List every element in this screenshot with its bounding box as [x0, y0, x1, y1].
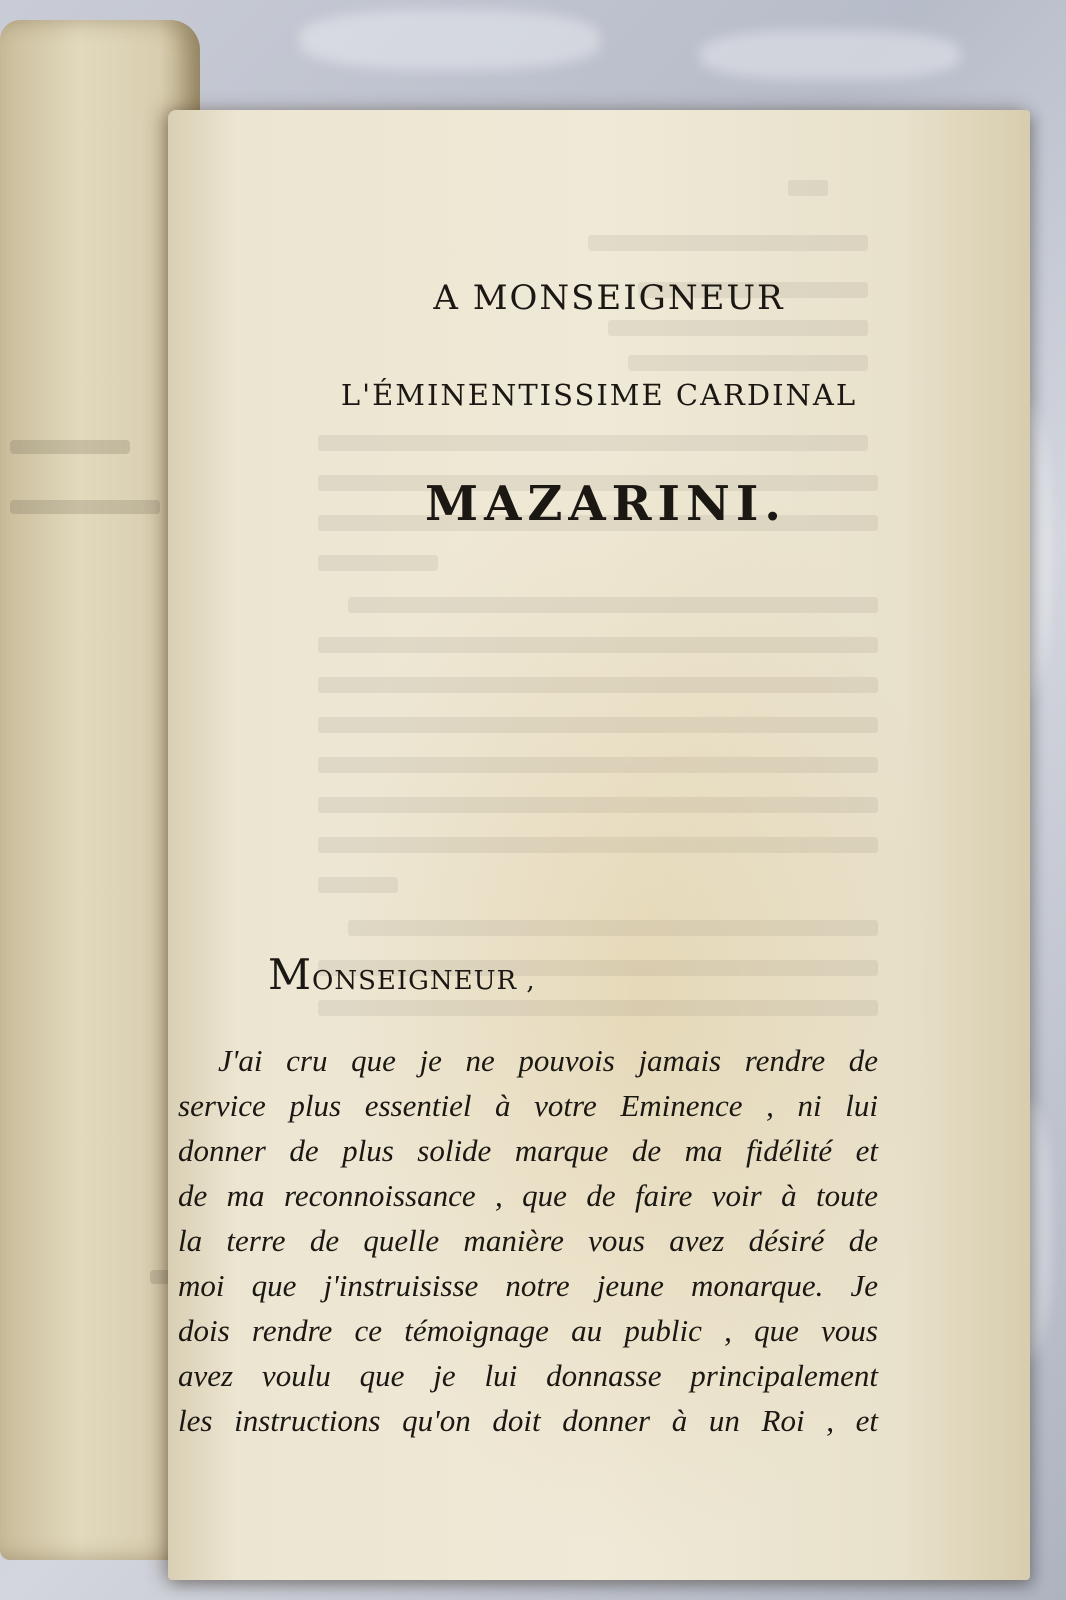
- body-paragraph: [178, 1038, 878, 1443]
- body-line: avez voulu que je lui donnasse principalement: [178, 1358, 878, 1393]
- body-line: les instructions qu'on doit donner à un Roi , et: [178, 1403, 878, 1438]
- body-line: la terre de quelle manière vous avez désiré de: [178, 1223, 878, 1258]
- body-line: service plus essentiel à votre Eminence , ni lui: [178, 1088, 878, 1123]
- body-line: moi que j'instruisisse notre jeune monarque. Je: [178, 1268, 878, 1303]
- printed-text: [168, 110, 1030, 1580]
- body-line: de ma reconnoissance , que de faire voir à toute: [178, 1178, 878, 1213]
- body-line: J'ai cru que je ne pouvois jamais rendre de: [218, 1043, 878, 1078]
- salutation-rest: ONSEIGNEUR ,: [312, 966, 536, 996]
- body-line: dois rendre ce témoignage au public , que vous: [178, 1313, 878, 1348]
- dedication-name: MAZARINI.: [424, 476, 788, 532]
- salutation: [268, 950, 536, 999]
- body-line: donner de plus solide marque de ma fidélité et: [178, 1133, 878, 1168]
- dedication-title: L'ÉMINENTISSIME CARDINAL: [340, 378, 858, 412]
- salutation-initial: M: [268, 950, 313, 999]
- dedication-heading: A MONSEIGNEUR: [433, 278, 785, 318]
- right-page: [168, 110, 1030, 1580]
